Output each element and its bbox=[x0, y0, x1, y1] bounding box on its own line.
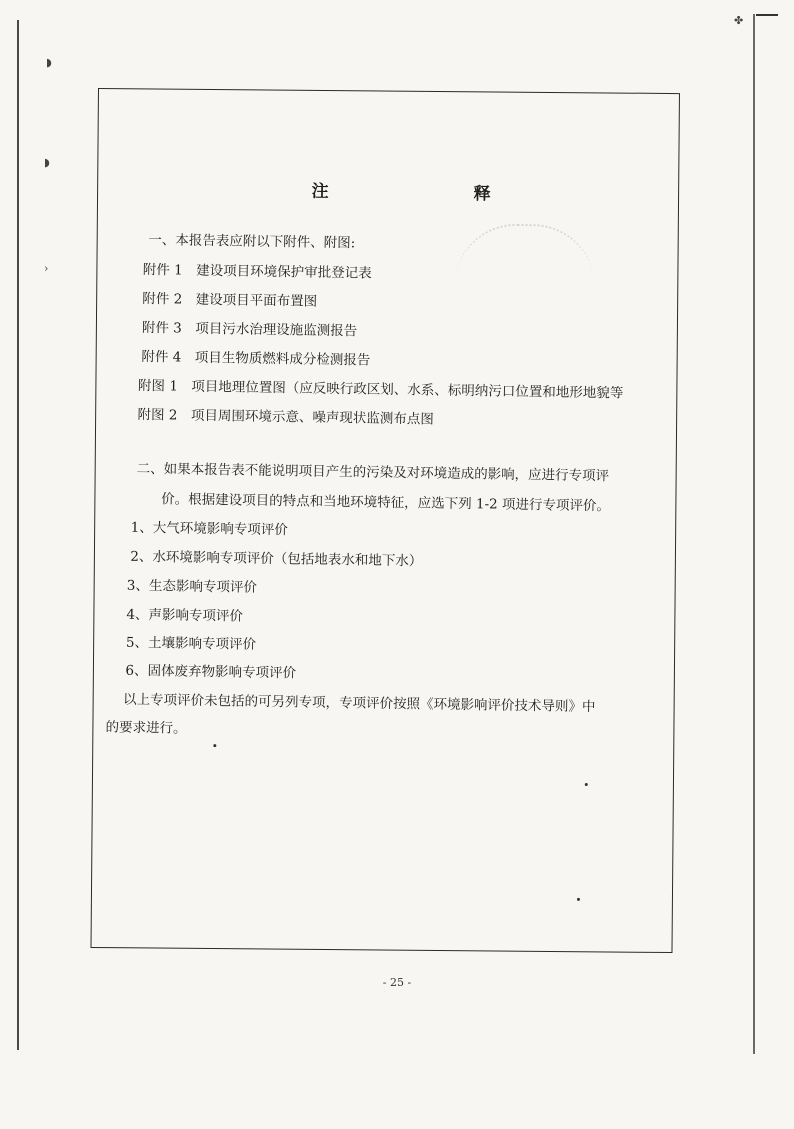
scan-speck: › bbox=[44, 262, 49, 275]
section2-paragraph-line2: 价。根据建设项目的特点和当地环境特征，应选下列 1-2 项进行专项评价。 bbox=[161, 491, 611, 515]
evaluation-item: 2、水环境影响专项评价（包括地表水和地下水） bbox=[130, 548, 423, 570]
figure-item: 附图 1 项目地理位置图（应反映行政区划、水系、标明纳污口位置和地形地貌等 bbox=[137, 377, 624, 402]
attachment-item: 附件 2 建设项目平面布置图 bbox=[142, 290, 318, 310]
scan-dot bbox=[585, 783, 588, 786]
evaluation-item: 3、生态影响专项评价 bbox=[126, 577, 258, 596]
page-title: 注 释 bbox=[311, 181, 555, 206]
scan-speck: ✤ bbox=[734, 14, 744, 27]
closing-paragraph-line2: 的要求进行。 bbox=[105, 719, 187, 737]
attachment-item: 附件 4 项目生物质燃料成分检测报告 bbox=[141, 348, 371, 369]
closing-paragraph-line1: 以上专项评价未包括的可另列专项，专项评价按照《环境影响评价技术导则》中 bbox=[122, 691, 596, 716]
faded-stamp bbox=[455, 223, 596, 287]
evaluation-item: 1、大气环境影响专项评价 bbox=[130, 519, 288, 539]
attachment-item: 附件 3 项目污水治理设施监测报告 bbox=[141, 319, 358, 340]
evaluation-item: 5、土壤影响专项评价 bbox=[125, 634, 257, 653]
scan-dot bbox=[213, 744, 216, 747]
page-number: - 25 - bbox=[382, 976, 412, 989]
scan-speck: ◗ bbox=[44, 156, 50, 169]
attachment-item: 附件 1 建设项目环境保护审批登记表 bbox=[142, 261, 372, 282]
section1-heading: 一、本报告表应附以下附件、附图: bbox=[148, 232, 356, 252]
scan-dot bbox=[577, 898, 580, 901]
figure-item: 附图 2 项目周围环境示意、噪声现状监测布点图 bbox=[137, 406, 434, 428]
evaluation-item: 4、声影响专项评价 bbox=[126, 606, 244, 625]
scan-speck: ◗ bbox=[46, 56, 52, 69]
evaluation-item: 6、固体废弃物影响专项评价 bbox=[125, 662, 297, 682]
section2-paragraph-line1: 二、如果本报告表不能说明项目产生的污染及对环境造成的影响，应进行专项评 bbox=[136, 460, 610, 485]
